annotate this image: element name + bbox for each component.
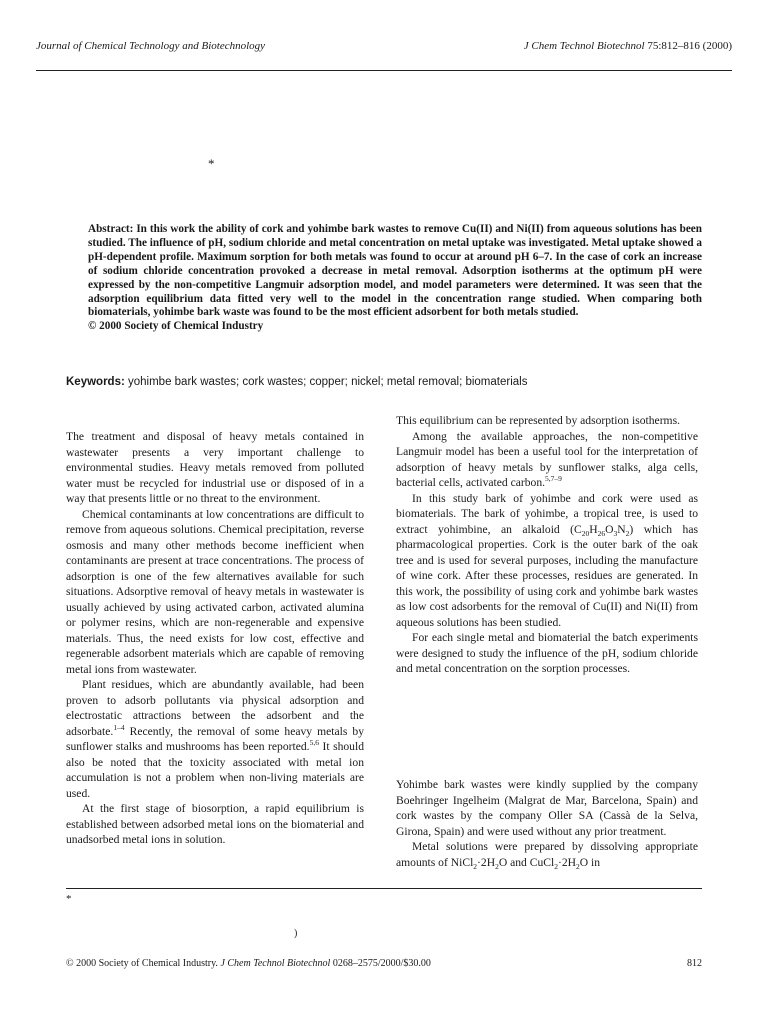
paragraph: For each single metal and biomaterial the batch experiments were designed to study the influence of the pH, sodium chloride and metal concentration on the sorption processes. xyxy=(396,631,698,675)
paragraph: The treatment and disposal of heavy metals contained in wastewater presents a very important challenge to environmental studies. Heavy metals removed from polluted water must be recycled for industrial use or disposed of in a way that presents little or no threat to the environment. xyxy=(66,430,364,505)
subscript: 2 xyxy=(473,861,478,871)
page-number: 812 xyxy=(687,958,702,969)
paragraph: At the first stage of biosorption, a rapid equilibrium is established between adsorbed metal ions on the biomaterial and unadsorbed metal ions in solution. xyxy=(66,802,364,846)
text-run: In this study bark of yohimbe and cork were used as biomaterials. The bark of yohimbe, a tropical tree, is used to extract yohimbine, an alkaloid (C xyxy=(396,491,698,536)
paragraph xyxy=(396,429,698,491)
journal-name: Journal of Chemical Technology and Biotechnology xyxy=(36,40,266,52)
subscript: 26 xyxy=(597,528,606,538)
footer-copyright: © 2000 Society of Chemical Industry. xyxy=(66,958,218,969)
subscript: 2 xyxy=(576,861,580,871)
text-run: H xyxy=(589,522,598,536)
paragraph xyxy=(66,677,364,801)
text-run: Metal solutions were prepared by dissolving appropriate amounts of NiCl xyxy=(396,840,698,869)
abstract-text: Abstract: In this work the ability of cork and yohimbe bark wastes to remove Cu(II) and Ni(II) from aqueous solutions has been studied. The influence of pH, sodium chloride and metal concentration on metal uptake was investigated. Metal uptake showed a pH-dependent profile. Maximum sorption for both metals was found to occur at around pH 6–7. In the case of cork an increase of sodium chloride concentration provoked a decrease in metal removal. Adsorption isotherms at the optimum pH were expressed by the non-competitive Langmuir adsorption model, and model parameters were determined. It was seen that the adsorption equilibrium data fitted very well to the model in the concentration range studied. When comparing both biomaterials, yohimbe bark waste was found to be the most efficient adsorbent for both metals studied. xyxy=(88,223,702,319)
footnote-marker: * xyxy=(66,893,72,905)
reference-superscript[interactable]: 1–4 xyxy=(113,722,125,732)
text-run: ) which has pharmacological properties. Cork is the outer bark of the oak tree and is used for several purposes, including the manufacture of wine cork. After these processes, residues are generated. In this work, the possibility of using cork and yohimbe bark wastes as low cost adsorbents for the removal of Cu(II) and Ni(II) from aqueous solutions has been studied. xyxy=(396,522,698,629)
text-run: It should also be noted that the toxicity associated with metal ion accumulation is not a problem when non-living materials are used. xyxy=(66,740,364,800)
subscript: 20 xyxy=(581,528,590,538)
subscript: 2 xyxy=(625,528,630,538)
text-run: O xyxy=(605,522,614,536)
abstract xyxy=(88,223,702,334)
footnote-rule xyxy=(66,888,702,889)
text-run: Recently, the removal of some heavy metals by sunflower stalks and mushrooms has been reported. xyxy=(66,724,364,753)
text-run: ·2H xyxy=(557,855,577,869)
footer-citation xyxy=(66,958,431,969)
text-run: N xyxy=(617,522,626,536)
citation xyxy=(524,40,732,52)
left-column xyxy=(66,429,364,848)
keywords xyxy=(66,376,706,388)
reference-superscript[interactable]: 5,6 xyxy=(309,738,319,747)
paragraph: This equilibrium can be represented by adsorption isotherms. xyxy=(396,414,680,427)
subscript: 2 xyxy=(495,861,499,871)
footnote-paren: ) xyxy=(294,928,298,939)
paragraph: Chemical contaminants at low concentrations are difficult to remove from aqueous solutions. Chemical precipitation, reverse osmosis and many other methods become inefficient when contaminants are present at trace concentrations. The process of adsorption is one of the few alternatives available for such situations. Adsorptive removal of heavy metals in wastewater is usually achieved by using activated carbon, activated alumina or polymer resins, which are non-regenerable and expensive materials. Thus, the need exists for low cost, effective and regenerable adsorbent materials which are capable of removing metal ions from wastewater. xyxy=(66,507,364,676)
text-run: ·2H xyxy=(477,855,496,869)
text-run: O and CuCl xyxy=(498,855,555,869)
paragraph: Yohimbe bark wastes were kindly supplied by the company Boehringer Ingelheim (Malgrat de Mar, Barcelona, Spain) and cork wastes by the company Oller SA (Cassà de la Selva, Girona, Spain) and were used without any prior treatment. xyxy=(396,778,698,838)
citation-volume: 75:812–816 (2000) xyxy=(647,40,732,52)
title-marker: * xyxy=(208,156,215,171)
citation-journal: J Chem Technol Biotechnol xyxy=(523,40,645,52)
text-run: O in xyxy=(579,855,601,869)
keywords-text: yohimbe bark wastes; cork wastes; copper; nickel; metal removal; biomaterials xyxy=(128,376,528,388)
subscript: 2 xyxy=(554,861,558,871)
abstract-copyright: © 2000 Society of Chemical Industry xyxy=(88,320,264,333)
subscript: 3 xyxy=(613,528,618,538)
text-run: Plant residues, which are abundantly available, had been proven to adsorb pollutants via physical adsorption and electrostatic attractions between the adsorbent and the adsorbate. xyxy=(66,678,364,738)
keywords-label: Keywords: xyxy=(66,376,125,388)
footer-issn: 0268–2575/2000/$30.00 xyxy=(332,958,431,969)
right-column-top xyxy=(396,413,698,677)
header-rule xyxy=(36,70,732,71)
paragraph xyxy=(396,491,698,631)
footer-journal: J Chem Technol Biotechnol xyxy=(220,958,331,969)
text-run: Among the available approaches, the non-competitive Langmuir model has been a useful tool for the interpretation of adsorption of heavy metals by sunflower stalks, alga cells, bacterial cells, activated carbon. xyxy=(396,429,698,489)
paragraph xyxy=(396,839,698,870)
reference-superscript[interactable]: 5,7–9 xyxy=(545,474,562,483)
right-column-bottom xyxy=(396,777,698,870)
